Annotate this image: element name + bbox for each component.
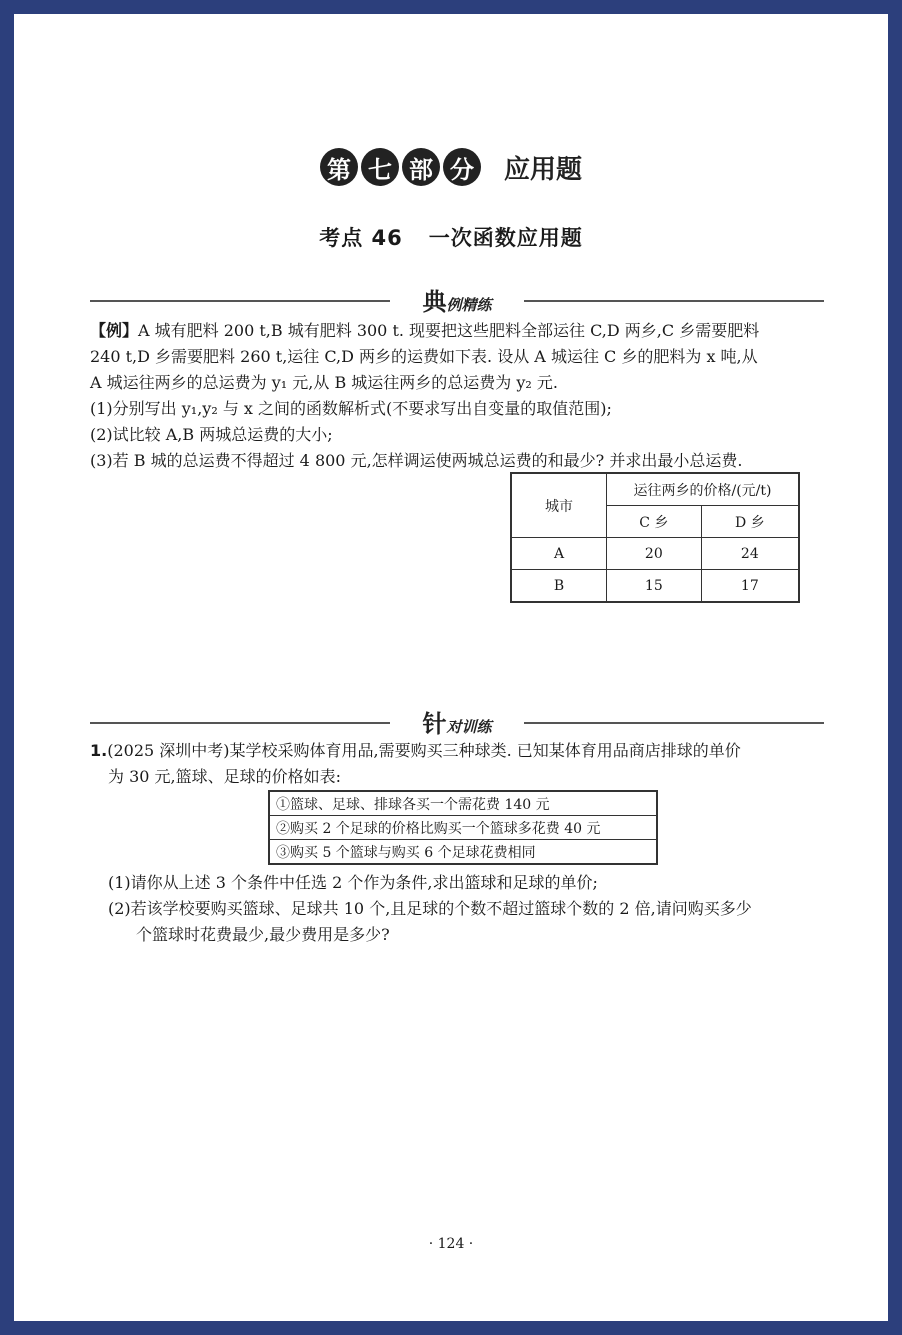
price-d-cell: 17 bbox=[701, 570, 799, 603]
divider-line-left bbox=[90, 722, 390, 724]
problem1-question-2: (2)若该学校要购买篮球、足球共 10 个,且足球的个数不超过篮球个数的 2 倍,请问购买多少 bbox=[108, 899, 752, 918]
example-question-1: (1)分别写出 y₁,y₂ 与 x 之间的函数解析式(不要求写出自变量的取值范围); bbox=[90, 399, 612, 418]
example-divider bbox=[90, 282, 824, 316]
section-name: 一次函数应用题 bbox=[428, 226, 583, 250]
price-d-cell: 24 bbox=[701, 538, 799, 570]
table-row bbox=[269, 816, 657, 840]
example-header bbox=[390, 282, 524, 317]
page-number: · 124 · bbox=[428, 1236, 474, 1252]
condition-3: ③购买 5 个篮球与购买 6 个足球花费相同 bbox=[269, 840, 657, 865]
freight-table bbox=[510, 472, 800, 603]
divider-line-right bbox=[524, 722, 824, 724]
part-title bbox=[14, 144, 888, 190]
example-line-2: 240 t,D 乡需要肥料 260 t,运往 C,D 两乡的运费如下表. 设从 A 城运往 C 乡的肥料为 x 吨,从 bbox=[90, 347, 758, 366]
example-tag: 【例】 bbox=[90, 321, 139, 340]
example-header-big: 典 bbox=[422, 288, 447, 316]
example-question-3: (3)若 B 城的总运费不得超过 4 800 元,怎样调运使两城总运费的和最少? 并求出最小总运费. bbox=[90, 451, 743, 470]
problem1-number: 1. bbox=[90, 741, 108, 760]
condition-2: ②购买 2 个足球的价格比购买一个篮球多花费 40 元 bbox=[269, 816, 657, 840]
section-label: 考点 46 bbox=[319, 226, 403, 250]
divider-line-right bbox=[524, 300, 824, 302]
example-header-small: 例精练 bbox=[446, 296, 492, 314]
condition-1: ①篮球、足球、排球各买一个需花费 140 元 bbox=[269, 791, 657, 816]
city-cell: A bbox=[511, 538, 607, 570]
training-divider bbox=[90, 704, 824, 738]
problem1-line-2: 为 30 元,篮球、足球的价格如表: bbox=[108, 767, 342, 786]
col-d-header: D 乡 bbox=[701, 506, 799, 538]
part-name: 应用题 bbox=[503, 154, 582, 185]
training-header bbox=[390, 704, 524, 739]
part-char-1: 第 bbox=[320, 148, 358, 186]
price-c-cell: 15 bbox=[607, 570, 702, 603]
divider-line-left bbox=[90, 300, 390, 302]
example-line-3: A 城运往两乡的总运费为 y₁ 元,从 B 城运往两乡的总运费为 y₂ 元. bbox=[90, 373, 558, 392]
table-row bbox=[269, 791, 657, 816]
training-header-big: 针 bbox=[422, 710, 447, 738]
table-row bbox=[269, 840, 657, 865]
part-char-4: 分 bbox=[443, 148, 481, 186]
example-line-1: 【例】A 城有肥料 200 t,B 城有肥料 300 t. 现要把这些肥料全部运往 C,D 两乡,C 乡需要肥料 bbox=[90, 321, 760, 340]
table-row bbox=[511, 538, 799, 570]
problem1-line-1: 1.(2025 深圳中考)某学校采购体育用品,需要购买三种球类. 已知某体育用品商店排球的单价 bbox=[90, 741, 741, 760]
training-header-small: 对训练 bbox=[446, 718, 492, 736]
price-c-cell: 20 bbox=[607, 538, 702, 570]
col-c-header: C 乡 bbox=[607, 506, 702, 538]
city-cell: B bbox=[511, 570, 607, 603]
part-char-3: 部 bbox=[402, 148, 440, 186]
conditions-table bbox=[268, 790, 658, 865]
city-header: 城市 bbox=[511, 473, 607, 538]
problem1-question-2-cont: 个篮球时花费最少,最少费用是多少? bbox=[136, 925, 390, 944]
table-row bbox=[511, 570, 799, 603]
price-header: 运往两乡的价格/(元/t) bbox=[607, 473, 800, 506]
part-char-2: 七 bbox=[361, 148, 399, 186]
problem1-question-1: (1)请你从上述 3 个条件中任选 2 个作为条件,求出篮球和足球的单价; bbox=[108, 873, 598, 892]
example-question-2: (2)试比较 A,B 两城总运费的大小; bbox=[90, 425, 333, 444]
page bbox=[14, 14, 888, 1321]
section-title bbox=[14, 222, 888, 252]
